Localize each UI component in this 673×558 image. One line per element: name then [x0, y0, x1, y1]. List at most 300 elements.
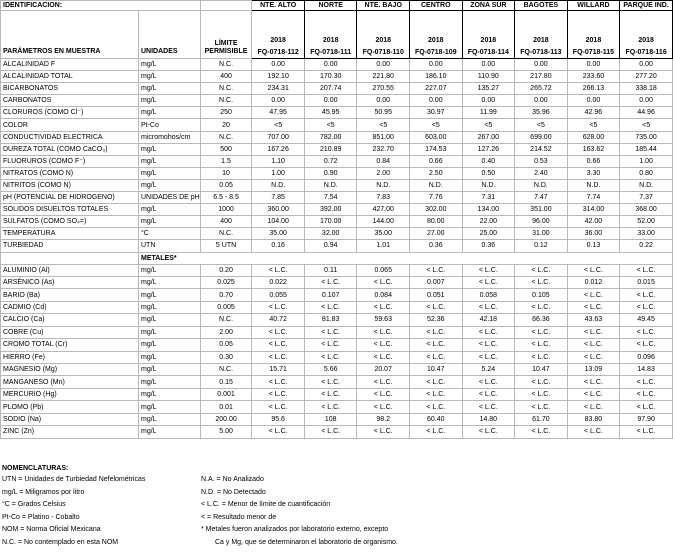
station-sample-header — [410, 11, 463, 59]
result-value: 27.00 — [410, 228, 463, 240]
param-column-header: PARÁMETROS EN MUESTRA — [1, 11, 139, 59]
result-value: < L.C. — [357, 276, 410, 288]
result-value: < L.C. — [304, 388, 357, 400]
result-value: < L.C. — [567, 264, 620, 276]
parameter-unit: mg/L — [138, 364, 200, 376]
nomenclature-right: * Metales fueron analizados por laboratorio externo, excepto — [201, 526, 389, 533]
parameter-unit: mg/L — [138, 326, 200, 338]
result-value: 0.012 — [567, 276, 620, 288]
sample-year: 2018 — [638, 37, 654, 44]
parameter-name: COBRE (Cu) — [1, 326, 139, 338]
result-value: 49.45 — [620, 314, 673, 326]
parameter-limit: 1.5 — [200, 155, 252, 167]
parameter-unit: mg/L — [138, 179, 200, 191]
result-value: 234.31 — [252, 83, 305, 95]
result-value: 0.40 — [462, 155, 515, 167]
parameter-name: BICARBONATOS — [1, 83, 139, 95]
result-value: < L.C. — [620, 289, 673, 301]
result-value: 7.47 — [515, 192, 568, 204]
result-value: 0.055 — [252, 289, 305, 301]
result-value: < L.C. — [515, 339, 568, 351]
result-value: < L.C. — [462, 276, 515, 288]
table-row — [1, 364, 673, 376]
sample-year: 2018 — [480, 37, 497, 44]
result-value: <5 — [410, 119, 463, 131]
parameter-unit: mg/L — [138, 95, 200, 107]
result-value: < L.C. — [357, 339, 410, 351]
result-value: 207.74 — [304, 83, 357, 95]
result-value: < L.C. — [567, 339, 620, 351]
result-value: 227.07 — [410, 83, 463, 95]
result-value: < L.C. — [410, 326, 463, 338]
result-value: 60.40 — [410, 413, 463, 425]
parameter-limit: 10 — [200, 167, 252, 179]
result-value: 127.26 — [462, 143, 515, 155]
result-value: 134.00 — [462, 204, 515, 216]
result-value: 2.40 — [515, 167, 568, 179]
result-value: 5.66 — [304, 364, 357, 376]
nomenclature-line — [2, 526, 671, 539]
table-row — [1, 426, 673, 438]
result-value: 185.44 — [620, 143, 673, 155]
result-value: 221.80 — [357, 71, 410, 83]
nomenclature-left: mg/L = Miligramos por litro — [2, 488, 85, 496]
result-value: 2.00 — [357, 167, 410, 179]
parameter-unit: mg/L — [138, 167, 200, 179]
result-value: <5 — [620, 119, 673, 131]
nomenclature-right: < = Resultado menor de — [201, 513, 277, 521]
result-value: < L.C. — [252, 326, 305, 338]
result-value: 2.50 — [410, 167, 463, 179]
parameter-unit: mg/L — [138, 426, 200, 438]
parameter-name: BARIO (Ba) — [1, 289, 139, 301]
table-row — [1, 179, 673, 191]
nomenclature-left: N.C. = No contemplado en esta NOM — [2, 538, 119, 546]
result-value: < L.C. — [462, 301, 515, 313]
parameter-limit: 6.5 - 8.5 — [200, 192, 252, 204]
parameter-limit: 0.005 — [200, 301, 252, 313]
result-value: < L.C. — [252, 376, 305, 388]
table-row — [1, 119, 673, 131]
table-row — [1, 107, 673, 119]
parameter-limit: 0.20 — [200, 264, 252, 276]
result-value: N.D. — [410, 179, 463, 191]
station-sample-header — [515, 11, 568, 59]
table-row — [1, 264, 673, 276]
result-value: 0.00 — [410, 95, 463, 107]
parameter-limit: 1000 — [200, 204, 252, 216]
parameter-name: CLORUROS (COMO Cl⁻) — [1, 107, 139, 119]
result-value: 7.74 — [567, 192, 620, 204]
station-name: NORTE — [304, 1, 357, 11]
station-sample-header — [304, 11, 357, 59]
result-value: 52.36 — [410, 314, 463, 326]
result-value: 192.10 — [252, 71, 305, 83]
parameter-unit: mg/L — [138, 289, 200, 301]
parameter-limit: 5 UTN — [200, 240, 252, 252]
nomenclature-right: Ca y Mg, que se determinaron el laboratorio de organismo. — [215, 538, 398, 546]
result-value: 108 — [304, 413, 357, 425]
station-name: NTE. BAJO — [357, 1, 410, 11]
parameter-name: ALUMINIO (Al) — [1, 264, 139, 276]
parameter-name: ALCALINIDAD F — [1, 59, 139, 71]
result-value: < L.C. — [304, 426, 357, 438]
result-value: 0.53 — [515, 155, 568, 167]
result-value: 144.00 — [357, 216, 410, 228]
result-value: 0.00 — [304, 59, 357, 71]
sample-code: FQ-0718-113 — [520, 49, 562, 56]
nomenclature-left: Pt-Co = Platino - Cobalto — [2, 513, 80, 521]
table-row — [1, 413, 673, 425]
table-row — [1, 167, 673, 179]
result-value: < L.C. — [620, 388, 673, 400]
table-row — [1, 131, 673, 143]
parameter-limit: 5.00 — [200, 426, 252, 438]
result-value: 1.00 — [620, 155, 673, 167]
result-value: < L.C. — [304, 301, 357, 313]
result-value: 0.00 — [252, 95, 305, 107]
table-row — [1, 204, 673, 216]
sample-year: 2018 — [427, 37, 444, 44]
parameter-name: SULFATOS (COMO SO₄=) — [1, 216, 139, 228]
result-value: 699.00 — [515, 131, 568, 143]
result-value: 0.084 — [357, 289, 410, 301]
result-value: 338.18 — [620, 83, 673, 95]
parameter-limit: N.C. — [200, 59, 252, 71]
result-value: 7.85 — [252, 192, 305, 204]
table-row — [1, 95, 673, 107]
parameter-name: ALCALINIDAD TOTAL — [1, 71, 139, 83]
table-row — [1, 314, 673, 326]
result-value: < L.C. — [620, 264, 673, 276]
parameter-unit: mg/L — [138, 376, 200, 388]
result-value: 81.83 — [304, 314, 357, 326]
parameter-limit: 200.00 — [200, 413, 252, 425]
result-value: 98.2 — [357, 413, 410, 425]
result-value: 314.00 — [567, 204, 620, 216]
parameter-limit: 0.01 — [200, 401, 252, 413]
result-value: < L.C. — [462, 376, 515, 388]
result-value: 50.95 — [357, 107, 410, 119]
metals-spacer — [1, 252, 139, 264]
parameter-unit: mg/L — [138, 339, 200, 351]
result-value: 0.16 — [252, 240, 305, 252]
result-value: < L.C. — [357, 326, 410, 338]
result-value: 0.13 — [567, 240, 620, 252]
parameter-unit: UTN — [138, 240, 200, 252]
result-value: < L.C. — [462, 326, 515, 338]
parameter-name: ZINC (Zn) — [1, 426, 139, 438]
result-value: 10.47 — [515, 364, 568, 376]
parameter-name: COLOR — [1, 119, 139, 131]
result-value: 0.00 — [462, 95, 515, 107]
sample-code: FQ-0718-110 — [362, 49, 404, 56]
parameter-limit: 0.05 — [200, 339, 252, 351]
result-value: 351.00 — [515, 204, 568, 216]
result-value: 11.99 — [462, 107, 515, 119]
parameter-name: CARBONATOS — [1, 95, 139, 107]
result-value: < L.C. — [515, 401, 568, 413]
result-value: 0.72 — [304, 155, 357, 167]
parameter-unit: mg/L — [138, 216, 200, 228]
parameter-name: CADMIO (Cd) — [1, 301, 139, 313]
result-value: < L.C. — [252, 426, 305, 438]
station-name: BAGOTES — [515, 1, 568, 11]
result-value: < L.C. — [304, 339, 357, 351]
result-value: 0.00 — [304, 95, 357, 107]
result-value: 0.00 — [567, 59, 620, 71]
parameter-name: HIERRO (Fe) — [1, 351, 139, 363]
result-value: 0.00 — [620, 95, 673, 107]
result-value: < L.C. — [462, 401, 515, 413]
result-value: 0.22 — [620, 240, 673, 252]
result-value: 83.80 — [567, 413, 620, 425]
parameter-name: SODIO (Na) — [1, 413, 139, 425]
result-value: 0.00 — [357, 95, 410, 107]
result-value: < L.C. — [515, 326, 568, 338]
result-value: 217.80 — [515, 71, 568, 83]
nomenclature-line — [2, 539, 671, 552]
result-value: < L.C. — [620, 339, 673, 351]
result-value: 0.80 — [620, 167, 673, 179]
result-value: < L.C. — [567, 376, 620, 388]
result-value: 95.6 — [252, 413, 305, 425]
parameter-limit: 0.001 — [200, 388, 252, 400]
result-value: 42.18 — [462, 314, 515, 326]
result-value: 360.00 — [252, 204, 305, 216]
parameter-limit: 0.15 — [200, 376, 252, 388]
result-value: 25.00 — [462, 228, 515, 240]
result-value: 61.70 — [515, 413, 568, 425]
result-value: 302.00 — [410, 204, 463, 216]
nomenclature-right: N.D. = No Detectado — [201, 488, 266, 496]
table-row — [1, 155, 673, 167]
nomenclature-left: UTN = Unidades de Turbiedad Nefelométricas — [2, 476, 146, 483]
table-row — [1, 59, 673, 71]
result-value: 0.12 — [515, 240, 568, 252]
result-value: < L.C. — [567, 301, 620, 313]
result-value: 0.84 — [357, 155, 410, 167]
result-value: 66.36 — [515, 314, 568, 326]
sample-year: 2018 — [270, 37, 286, 44]
result-value: < L.C. — [357, 401, 410, 413]
result-value: 5.24 — [462, 364, 515, 376]
table-row — [1, 71, 673, 83]
result-value: < L.C. — [252, 401, 305, 413]
sample-year: 2018 — [585, 37, 602, 44]
result-value: <5 — [515, 119, 568, 131]
table-row — [1, 289, 673, 301]
result-value: 167.26 — [252, 143, 305, 155]
result-value: 0.11 — [304, 264, 357, 276]
result-value: <5 — [567, 119, 620, 131]
result-value: 174.53 — [410, 143, 463, 155]
result-value: 0.096 — [620, 351, 673, 363]
table-row — [1, 301, 673, 313]
result-value: 707.00 — [252, 131, 305, 143]
result-value: < L.C. — [567, 351, 620, 363]
parameter-name: SOLIDOS DISUELTOS TOTALES — [1, 204, 139, 216]
result-value: < L.C. — [462, 351, 515, 363]
nomenclature-line — [2, 501, 671, 514]
parameter-name: TEMPERATURA — [1, 228, 139, 240]
result-value: 20.07 — [357, 364, 410, 376]
table-row — [1, 240, 673, 252]
parameter-unit: mg/L — [138, 107, 200, 119]
result-value: < L.C. — [252, 339, 305, 351]
result-value: N.D. — [620, 179, 673, 191]
result-value: 232.70 — [357, 143, 410, 155]
parameter-unit: mg/L — [138, 413, 200, 425]
result-value: 427.00 — [357, 204, 410, 216]
result-value: 267.00 — [462, 131, 515, 143]
parameter-limit: 0.05 — [200, 179, 252, 191]
parameter-limit: 400 — [200, 71, 252, 83]
parameter-name: CALCIO (Ca) — [1, 314, 139, 326]
result-value: 7.31 — [462, 192, 515, 204]
nomenclature-right: N.A. = No Analizado — [201, 476, 264, 483]
result-value: 80.00 — [410, 216, 463, 228]
station-sample-header — [620, 11, 673, 59]
table-row — [1, 376, 673, 388]
parameter-limit: N.C. — [200, 95, 252, 107]
result-value: < L.C. — [410, 264, 463, 276]
sample-code: FQ-0718-111 — [310, 49, 352, 56]
result-value: N.D. — [515, 179, 568, 191]
result-value: 0.94 — [304, 240, 357, 252]
result-value: < L.C. — [515, 388, 568, 400]
sample-year: 2018 — [322, 37, 339, 44]
result-value: < L.C. — [620, 301, 673, 313]
result-value: 35.00 — [252, 228, 305, 240]
result-value: 277.20 — [620, 71, 673, 83]
nomenclature-line — [2, 476, 671, 489]
result-value: 851.00 — [357, 131, 410, 143]
table-row — [1, 216, 673, 228]
parameter-unit: mg/L — [138, 71, 200, 83]
result-value: 0.50 — [462, 167, 515, 179]
parameter-name: TURBIEDAD — [1, 240, 139, 252]
result-value: < L.C. — [462, 264, 515, 276]
result-value: 0.00 — [462, 59, 515, 71]
limit-column-header: LÍMITE PERMISIBLE — [200, 11, 252, 59]
result-value: < L.C. — [567, 289, 620, 301]
parameter-unit: mg/L — [138, 204, 200, 216]
table-row — [1, 351, 673, 363]
nomenclature-lines — [2, 476, 671, 551]
station-sample-header — [357, 11, 410, 59]
result-value: 15.71 — [252, 364, 305, 376]
result-value: < L.C. — [410, 339, 463, 351]
result-value: < L.C. — [515, 276, 568, 288]
nomenclature-left: NOM = Norma Oficial Mexicana — [2, 526, 101, 533]
result-value: < L.C. — [515, 426, 568, 438]
parameter-unit: mg/L — [138, 83, 200, 95]
result-value: N.D. — [567, 179, 620, 191]
result-value: 186.10 — [410, 71, 463, 83]
result-value: < L.C. — [515, 376, 568, 388]
parameter-name: MAGNESIO (Mg) — [1, 364, 139, 376]
station-name: WILLARD — [567, 1, 620, 11]
station-name: NTE. ALTO — [252, 1, 305, 11]
result-value: 32.00 — [304, 228, 357, 240]
result-value: < L.C. — [462, 426, 515, 438]
sample-code: FQ-0718-109 — [414, 49, 457, 56]
station-name: ZONA SUR — [462, 1, 515, 11]
result-value: 13.09 — [567, 364, 620, 376]
parameter-unit: mg/L — [138, 143, 200, 155]
parameter-limit: 400 — [200, 216, 252, 228]
result-value: 0.015 — [620, 276, 673, 288]
result-value: 7.76 — [410, 192, 463, 204]
result-value: < L.C. — [304, 351, 357, 363]
result-value: < L.C. — [357, 376, 410, 388]
result-value: <5 — [304, 119, 357, 131]
result-value: < L.C. — [304, 401, 357, 413]
result-value: < L.C. — [357, 388, 410, 400]
result-value: 0.105 — [515, 289, 568, 301]
identification-title: IDENTIFICACION: — [1, 1, 201, 11]
nomenclature-title: NOMENCLATURAS: — [2, 465, 69, 472]
result-value: < L.C. — [515, 301, 568, 313]
header-main-row — [1, 11, 673, 59]
result-value: 0.065 — [357, 264, 410, 276]
sample-code: FQ-0718-114 — [467, 49, 509, 56]
result-value: 0.022 — [252, 276, 305, 288]
result-value: 31.00 — [515, 228, 568, 240]
result-value: < L.C. — [620, 326, 673, 338]
result-value: 0.66 — [567, 155, 620, 167]
result-value: 603.00 — [410, 131, 463, 143]
result-value: 10.47 — [410, 364, 463, 376]
sample-code: FQ-0718-112 — [257, 49, 299, 56]
result-value: 0.00 — [567, 95, 620, 107]
parameter-limit: N.C. — [200, 314, 252, 326]
result-value: <5 — [462, 119, 515, 131]
result-value: N.D. — [252, 179, 305, 191]
station-sample-header — [462, 11, 515, 59]
parameter-unit: °C — [138, 228, 200, 240]
result-value: < L.C. — [252, 264, 305, 276]
result-value: 43.63 — [567, 314, 620, 326]
result-value: 628.00 — [567, 131, 620, 143]
parameter-unit: micromohos/cm — [138, 131, 200, 143]
parameter-unit: mg/L — [138, 155, 200, 167]
parameter-unit: mg/L — [138, 388, 200, 400]
result-value: 42.96 — [567, 107, 620, 119]
metals-header-row — [1, 252, 673, 264]
result-value: 44.96 — [620, 107, 673, 119]
parameter-name: DUREZA TOTAL (COMO CaCO₃) — [1, 143, 139, 155]
nomenclature-right: < L.C. = Menor de límite de cuantificación — [201, 501, 331, 508]
result-value: < L.C. — [410, 301, 463, 313]
result-value: N.D. — [304, 179, 357, 191]
result-value: 0.00 — [252, 59, 305, 71]
parameter-name: CROMO TOTAL (Cr) — [1, 339, 139, 351]
parameter-name: FLUORUROS (COMO F⁻) — [1, 155, 139, 167]
parameter-unit: mg/L — [138, 276, 200, 288]
result-value: 97.90 — [620, 413, 673, 425]
result-value: N.D. — [462, 179, 515, 191]
result-value: 0.36 — [410, 240, 463, 252]
result-value: 368.00 — [620, 204, 673, 216]
result-value: 36.00 — [567, 228, 620, 240]
unit-column-header: UNIDADES — [138, 11, 200, 59]
parameter-name: MERCURIO (Hg) — [1, 388, 139, 400]
station-sample-header — [252, 11, 305, 59]
parameter-unit: mg/L — [138, 264, 200, 276]
table-row — [1, 228, 673, 240]
